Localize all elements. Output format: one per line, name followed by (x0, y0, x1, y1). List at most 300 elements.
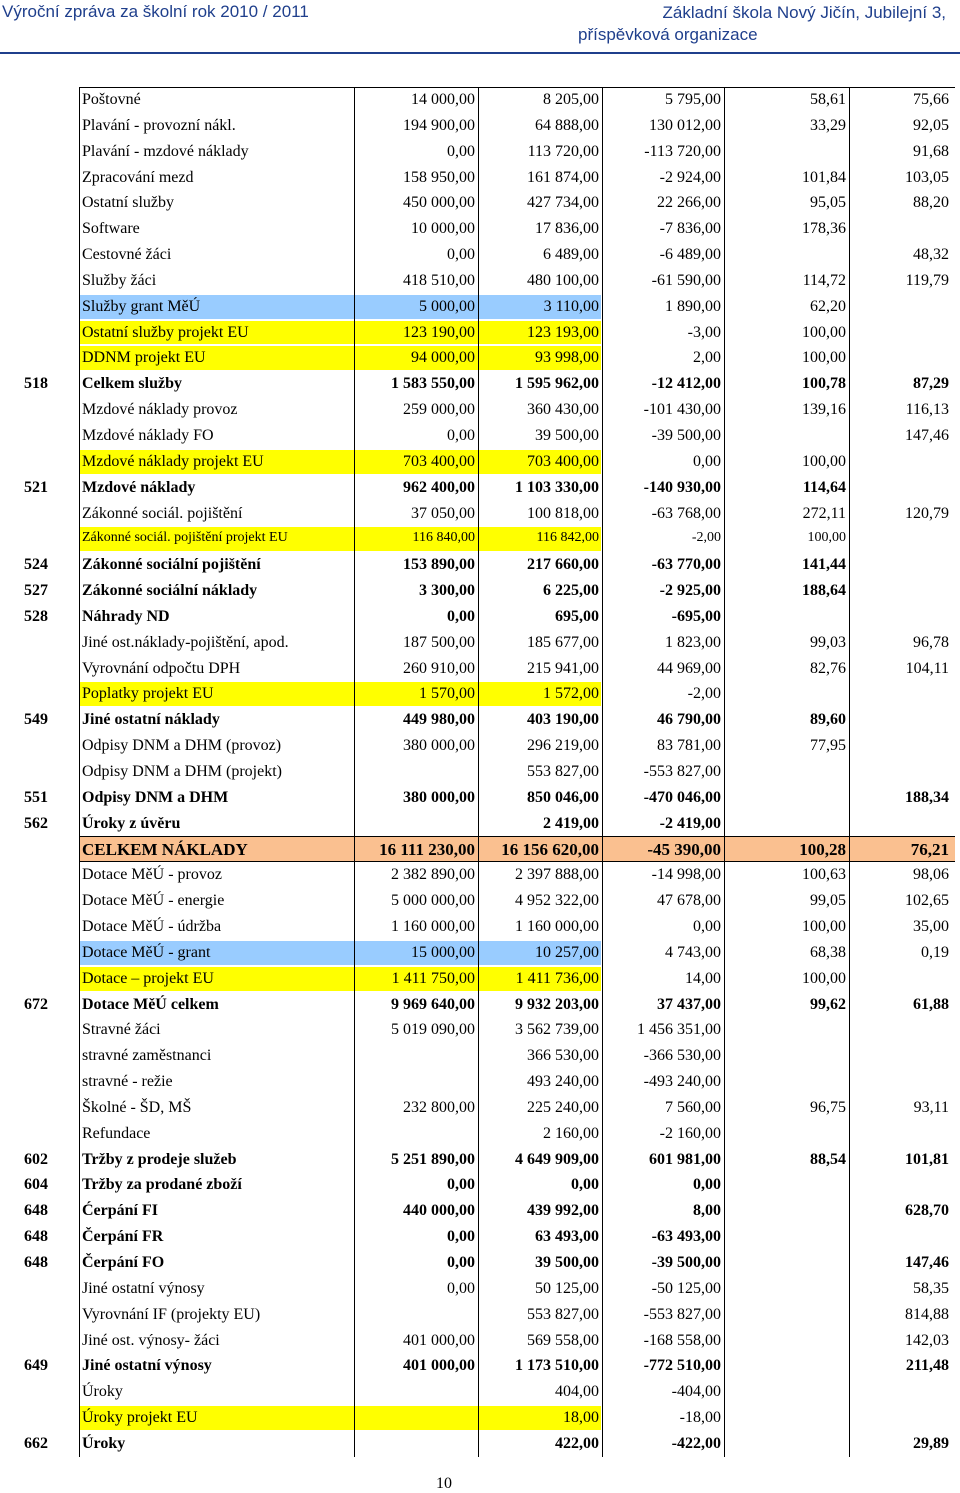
report-title: Výroční zpráva za školní rok 2010 / 2011 (2, 2, 309, 21)
prev-year-cell: 814,88 (905, 1305, 949, 1323)
actual-cell: 4 649 909,00 (515, 1150, 599, 1168)
item-name: Mzdové náklady projekt EU (82, 452, 264, 470)
page-header (0, 0, 960, 50)
item-name: Zákonné sociální náklady (82, 582, 258, 600)
actual-cell: 366 530,00 (527, 1047, 599, 1065)
percent-cell: 77,95 (810, 737, 846, 755)
difference-cell: -2,00 (691, 530, 721, 546)
item-name: Mzdové náklady provoz (82, 401, 238, 419)
actual-cell: 1 103 330,00 (515, 478, 599, 496)
difference-cell: 0,00 (693, 1176, 721, 1194)
actual-cell: 569 558,00 (527, 1331, 599, 1349)
prev-year-cell: 29,89 (913, 1434, 949, 1452)
budget-cell: 418 510,00 (403, 271, 475, 289)
item-name: Plavání - mzdové náklady (82, 142, 249, 160)
item-name: Náhrady ND (82, 607, 170, 625)
table-row (0, 1250, 960, 1276)
difference-cell: -6 489,00 (659, 246, 721, 264)
budget-cell: 5 000 000,00 (391, 892, 475, 910)
difference-cell: -63 768,00 (651, 504, 721, 522)
item-name: Ostatní služby (82, 194, 174, 212)
budget-cell: 0,00 (447, 426, 475, 444)
percent-cell: 178,36 (802, 220, 846, 238)
table-row (0, 1224, 960, 1250)
item-name: Mzdové náklady FO (82, 426, 214, 444)
actual-cell: 850 046,00 (527, 788, 599, 806)
table-row (0, 113, 960, 139)
item-name: CELKEM NÁKLADY (82, 840, 248, 860)
difference-cell: 5 795,00 (665, 91, 721, 108)
prev-year-cell: 188,34 (905, 788, 949, 806)
item-name: Dotace MěÚ - grant (82, 943, 211, 961)
table-row (0, 190, 960, 216)
difference-cell: -12 412,00 (651, 375, 721, 393)
budget-cell: 3 300,00 (419, 582, 475, 600)
prev-year-cell: 147,46 (905, 1253, 949, 1271)
difference-cell: 601 981,00 (649, 1150, 721, 1168)
actual-cell: 9 932 203,00 (515, 995, 599, 1013)
account-code: 602 (24, 1150, 48, 1168)
table-row (0, 888, 960, 914)
table-row (0, 216, 960, 242)
table-row (0, 1198, 960, 1224)
budget-cell: 9 969 640,00 (391, 995, 475, 1013)
actual-cell: 1 572,00 (543, 685, 599, 703)
item-name: Mzdové náklady (82, 478, 196, 496)
prev-year-cell: 119,79 (905, 271, 949, 289)
budget-cell: 5 000,00 (419, 297, 475, 315)
table-row (0, 449, 960, 475)
difference-cell: -2 925,00 (659, 582, 721, 600)
table-row (0, 268, 960, 294)
table-row (0, 1302, 960, 1328)
difference-cell: -553 827,00 (643, 762, 721, 780)
prev-year-cell: 142,03 (905, 1331, 949, 1349)
actual-cell: 161 874,00 (527, 168, 599, 186)
item-name: Poštovné (82, 91, 141, 108)
table-row (0, 1121, 960, 1147)
budget-cell: 401 000,00 (403, 1357, 475, 1375)
prev-year-cell: 91,68 (913, 142, 949, 160)
table-top-border (79, 87, 955, 88)
account-code: 551 (24, 788, 48, 806)
actual-cell: 17 836,00 (535, 220, 599, 238)
item-name: Školné - ŠD, MŠ (82, 1098, 192, 1116)
difference-cell: -2 160,00 (659, 1124, 721, 1142)
budget-cell: 0,00 (447, 1253, 475, 1271)
prev-year-cell: 48,32 (913, 246, 949, 264)
prev-year-cell: 75,66 (913, 91, 949, 108)
table-row (0, 320, 960, 346)
table-row (0, 656, 960, 682)
item-name: Odpisy DNM a DHM (provoz) (82, 737, 282, 755)
actual-cell: 100 818,00 (527, 504, 599, 522)
header-divider (0, 52, 960, 54)
item-name: Úroky (82, 1434, 126, 1452)
table-row (0, 1276, 960, 1302)
prev-year-cell: 147,46 (905, 426, 949, 444)
item-name: Ostatní služby projekt EU (82, 323, 249, 341)
item-name: Odpisy DNM a DHM (82, 788, 229, 806)
table-row (0, 242, 960, 268)
actual-cell: 18,00 (563, 1409, 599, 1427)
budget-cell: 153 890,00 (403, 556, 475, 574)
school-name-line1: Základní škola Nový Jičín, Jubilejní 3, (662, 3, 946, 22)
account-code: 549 (24, 711, 48, 729)
item-name: Jiné ost.náklady-pojištění, apod. (82, 633, 289, 651)
percent-cell: 96,75 (810, 1098, 846, 1116)
actual-cell: 64 888,00 (535, 116, 599, 134)
difference-cell: -470 046,00 (643, 788, 721, 806)
budget-cell: 14 000,00 (411, 91, 475, 108)
table-row (0, 733, 960, 759)
actual-cell: 404,00 (555, 1383, 599, 1401)
account-code: 662 (24, 1434, 48, 1452)
budget-cell: 187 500,00 (403, 633, 475, 651)
table-row (0, 475, 960, 501)
difference-cell: -553 827,00 (643, 1305, 721, 1323)
budget-cell: 116 840,00 (412, 530, 475, 546)
item-name: Refundace (82, 1124, 151, 1142)
table-row (0, 165, 960, 191)
column-divider (79, 87, 80, 1457)
actual-cell: 2 419,00 (543, 814, 599, 832)
item-name: Jiné ostatní náklady (82, 711, 220, 729)
prev-year-cell: 35,00 (913, 918, 949, 935)
budget-cell: 2 382 890,00 (391, 866, 475, 884)
table-row (0, 578, 960, 604)
difference-cell: -14 998,00 (651, 866, 721, 884)
budget-cell: 0,00 (447, 1176, 475, 1194)
difference-cell: 14,00 (685, 969, 721, 987)
actual-cell: 439 992,00 (527, 1202, 599, 1220)
difference-cell: 22 266,00 (657, 194, 721, 212)
difference-cell: -422,00 (671, 1434, 721, 1452)
budget-cell: 440 000,00 (403, 1202, 475, 1220)
difference-cell: 47 678,00 (657, 892, 721, 910)
budget-cell: 10 000,00 (411, 220, 475, 238)
difference-cell: 2,00 (693, 349, 721, 367)
actual-cell: 215 941,00 (527, 659, 599, 677)
actual-cell: 225 240,00 (527, 1098, 599, 1116)
percent-cell: 100,00 (802, 323, 846, 341)
account-code: 527 (24, 582, 48, 600)
account-code: 672 (24, 995, 48, 1013)
difference-cell: 130 012,00 (649, 116, 721, 134)
table-row (0, 1379, 960, 1405)
item-name: Zákonné sociální pojištění (82, 556, 261, 574)
table-row (0, 1328, 960, 1354)
account-code: 604 (24, 1176, 48, 1194)
actual-cell: 4 952 322,00 (515, 892, 599, 910)
difference-cell: 8,00 (693, 1202, 721, 1220)
table-row (0, 423, 960, 449)
table-row (0, 681, 960, 707)
item-name: Služby žáci (82, 271, 157, 289)
budget-cell: 1 570,00 (419, 685, 475, 703)
item-name: Dotace MěÚ - provoz (82, 866, 222, 884)
percent-cell: 100,00 (802, 349, 846, 367)
item-name: Úroky (82, 1383, 123, 1401)
budget-cell: 5 019 090,00 (391, 1021, 475, 1039)
prev-year-cell: 104,11 (905, 659, 949, 677)
item-name: Dotace – projekt EU (82, 969, 214, 987)
percent-cell: 99,62 (810, 995, 846, 1013)
table-row (0, 759, 960, 785)
difference-cell: -493 240,00 (643, 1073, 721, 1091)
table-row (0, 836, 960, 862)
budget-cell: 449 980,00 (403, 711, 475, 729)
actual-cell: 39 500,00 (535, 426, 599, 444)
difference-cell: 37 437,00 (657, 995, 721, 1013)
actual-cell: 63 493,00 (535, 1228, 599, 1246)
table-row (0, 1043, 960, 1069)
budget-cell: 37 050,00 (411, 504, 475, 522)
difference-cell: -45 390,00 (647, 840, 721, 860)
item-name: Služby grant MěÚ (82, 297, 201, 315)
actual-cell: 403 190,00 (527, 711, 599, 729)
percent-cell: 114,72 (802, 271, 846, 289)
item-name: Zpracování mezd (82, 168, 194, 186)
actual-cell: 217 660,00 (527, 556, 599, 574)
actual-cell: 123 193,00 (527, 323, 599, 341)
actual-cell: 185 677,00 (527, 633, 599, 651)
item-name: Úroky z úvěru (82, 814, 181, 832)
actual-cell: 1 160 000,00 (515, 918, 599, 935)
difference-cell: 4 743,00 (665, 943, 721, 961)
account-code: 518 (24, 375, 48, 393)
actual-cell: 2 160,00 (543, 1124, 599, 1142)
percent-cell: 100,00 (802, 452, 846, 470)
item-name: DDNM projekt EU (82, 349, 206, 367)
actual-cell: 480 100,00 (527, 271, 599, 289)
difference-cell: 1 823,00 (665, 633, 721, 651)
budget-cell: 260 910,00 (403, 659, 475, 677)
difference-cell: -113 720,00 (644, 142, 721, 160)
actual-cell: 3 562 739,00 (515, 1021, 599, 1039)
prev-year-cell: 88,20 (913, 194, 949, 212)
item-name: Tržby za prodané zboží (82, 1176, 242, 1194)
difference-cell: 83 781,00 (657, 737, 721, 755)
item-name: Celkem služby (82, 375, 182, 393)
percent-cell: 99,05 (810, 892, 846, 910)
prev-year-cell: 76,21 (910, 840, 949, 860)
difference-cell: -39 500,00 (651, 1253, 721, 1271)
account-code: 648 (24, 1253, 48, 1271)
table-row (0, 992, 960, 1018)
table-row (0, 345, 960, 371)
budget-cell: 1 583 550,00 (391, 375, 475, 393)
prev-year-cell: 116,13 (905, 401, 949, 419)
budget-cell: 450 000,00 (403, 194, 475, 212)
table-row (0, 501, 960, 527)
budget-cell: 962 400,00 (403, 478, 475, 496)
column-divider (724, 87, 725, 1457)
prev-year-cell: 101,81 (905, 1150, 949, 1168)
difference-cell: -63 770,00 (651, 556, 721, 574)
item-name: Plavání - provozní nákl. (82, 116, 236, 134)
actual-cell: 39 500,00 (535, 1253, 599, 1271)
percent-cell: 62,20 (810, 297, 846, 315)
percent-cell: 99,03 (810, 633, 846, 651)
actual-cell: 360 430,00 (527, 401, 599, 419)
column-divider (602, 87, 603, 1457)
table-row (0, 1405, 960, 1431)
actual-cell: 6 489,00 (543, 246, 599, 264)
item-name: Dotace MěÚ - energie (82, 892, 225, 910)
percent-cell: 89,60 (810, 711, 846, 729)
percent-cell: 100,00 (802, 918, 846, 935)
difference-cell: -2 419,00 (659, 814, 721, 832)
account-code: 648 (24, 1228, 48, 1246)
difference-cell: 46 790,00 (657, 711, 721, 729)
table-row (0, 940, 960, 966)
account-code: 649 (24, 1357, 48, 1375)
item-name: Cestovné žáci (82, 246, 172, 264)
actual-cell: 296 219,00 (527, 737, 599, 755)
budget-cell: 380 000,00 (403, 788, 475, 806)
item-name: Čerpání FR (82, 1228, 164, 1246)
table-row (0, 552, 960, 578)
difference-cell: -695,00 (671, 607, 721, 625)
item-name: Stravné žáci (82, 1021, 161, 1039)
table-row (0, 966, 960, 992)
actual-cell: 116 842,00 (536, 530, 599, 546)
percent-cell: 88,54 (810, 1150, 846, 1168)
table-row (0, 1069, 960, 1095)
account-code: 524 (24, 556, 48, 574)
actual-cell: 16 156 620,00 (501, 840, 599, 860)
item-name: Software (82, 220, 140, 238)
budget-cell: 259 000,00 (403, 401, 475, 419)
item-name: Úroky projekt EU (82, 1409, 198, 1427)
prev-year-cell: 92,05 (913, 116, 949, 134)
actual-cell: 553 827,00 (527, 1305, 599, 1323)
table-row (0, 87, 960, 113)
difference-cell: -101 430,00 (643, 401, 721, 419)
percent-cell: 100,00 (802, 969, 846, 987)
school-name (546, 2, 946, 46)
percent-cell: 100,28 (799, 840, 846, 860)
account-code: 562 (24, 814, 48, 832)
budget-cell: 94 000,00 (411, 349, 475, 367)
prev-year-cell: 103,05 (905, 168, 949, 186)
budget-cell: 703 400,00 (403, 452, 475, 470)
budget-cell: 123 190,00 (403, 323, 475, 341)
difference-cell: -7 836,00 (659, 220, 721, 238)
difference-cell: -366 530,00 (643, 1047, 721, 1065)
percent-cell: 95,05 (810, 194, 846, 212)
actual-cell: 50 125,00 (535, 1279, 599, 1297)
prev-year-cell: 120,79 (905, 504, 949, 522)
item-name: Vyrovnání odpočtu DPH (82, 659, 241, 677)
account-code: 648 (24, 1202, 48, 1220)
table-row (0, 139, 960, 165)
prev-year-cell: 87,29 (913, 375, 949, 393)
actual-cell: 493 240,00 (527, 1073, 599, 1091)
percent-cell: 114,64 (802, 478, 846, 496)
table-row (0, 630, 960, 656)
percent-cell: 82,76 (810, 659, 846, 677)
actual-cell: 0,00 (571, 1176, 599, 1194)
percent-cell: 58,61 (810, 91, 846, 108)
actual-cell: 703 400,00 (527, 452, 599, 470)
column-divider (354, 87, 355, 1457)
prev-year-cell: 93,11 (913, 1098, 949, 1116)
table-row (0, 1172, 960, 1198)
prev-year-cell: 0,19 (921, 943, 949, 961)
budget-cell: 16 111 230,00 (379, 840, 475, 860)
difference-cell: -2,00 (687, 685, 721, 703)
prev-year-cell: 211,48 (905, 1357, 949, 1375)
budget-cell: 1 160 000,00 (391, 918, 475, 935)
difference-cell: -61 590,00 (651, 271, 721, 289)
difference-cell: -2 924,00 (659, 168, 721, 186)
account-code: 521 (24, 478, 48, 496)
table-row (0, 371, 960, 397)
prev-year-cell: 628,70 (905, 1202, 949, 1220)
difference-cell: 0,00 (693, 452, 721, 470)
actual-cell: 695,00 (555, 607, 599, 625)
difference-cell: 1 890,00 (665, 297, 721, 315)
table-row (0, 914, 960, 940)
budget-cell: 0,00 (447, 1279, 475, 1297)
difference-cell: -50 125,00 (651, 1279, 721, 1297)
item-name: Jiné ostatní výnosy (82, 1357, 212, 1375)
percent-cell: 188,64 (802, 582, 846, 600)
budget-cell: 194 900,00 (403, 116, 475, 134)
budget-cell: 0,00 (447, 142, 475, 160)
table-row (0, 1431, 960, 1457)
column-divider (849, 87, 850, 1457)
table-row (0, 1017, 960, 1043)
difference-cell: 0,00 (693, 918, 721, 935)
difference-cell: 44 969,00 (657, 659, 721, 677)
percent-cell: 272,11 (802, 504, 846, 522)
column-divider (478, 87, 479, 1457)
actual-cell: 1 595 962,00 (515, 375, 599, 393)
item-name: Zákonné sociál. pojištění projekt EU (82, 530, 288, 546)
table-row (0, 785, 960, 811)
item-name: Ćerpání FI (82, 1202, 158, 1220)
budget-cell: 15 000,00 (411, 943, 475, 961)
item-name: Jiné ostatní výnosy (82, 1279, 205, 1297)
actual-cell: 93 998,00 (535, 349, 599, 367)
budget-cell: 380 000,00 (403, 737, 475, 755)
difference-cell: -3,00 (687, 323, 721, 341)
actual-cell: 6 225,00 (543, 582, 599, 600)
difference-cell: 7 560,00 (665, 1098, 721, 1116)
item-name: Dotace MěÚ - údržba (82, 918, 222, 935)
item-name: Poplatky projekt EU (82, 685, 214, 703)
percent-cell: 33,29 (810, 116, 846, 134)
table-row (0, 294, 960, 320)
table-row (0, 397, 960, 423)
percent-cell: 141,44 (802, 556, 846, 574)
budget-cell: 401 000,00 (403, 1331, 475, 1349)
actual-cell: 10 257,00 (535, 943, 599, 961)
table-row (0, 1147, 960, 1173)
difference-cell: -39 500,00 (651, 426, 721, 444)
item-name: Čerpání FO (82, 1253, 165, 1271)
budget-cell: 158 950,00 (403, 168, 475, 186)
difference-cell: -772 510,00 (643, 1357, 721, 1375)
item-name: Odpisy DNM a DHM (projekt) (82, 762, 282, 780)
budget-cell: 1 411 750,00 (391, 969, 475, 987)
budget-cell: 232 800,00 (403, 1098, 475, 1116)
item-name: stravné zaměstnanci (82, 1047, 212, 1065)
table-row (0, 862, 960, 888)
